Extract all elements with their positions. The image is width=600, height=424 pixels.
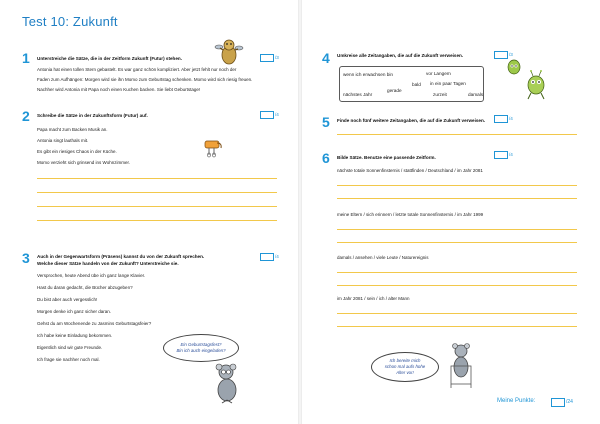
time-phrase[interactable]: vor Langem [426,71,451,76]
exercise-6-instruction: Bilde Sätze. Benutze eine passende Zeitform. [337,155,436,160]
exercise-2-sentence: Antonia singt lauthals mit. [37,138,89,143]
speech-bubble-text: Alter vor! [396,370,414,375]
exercise-2-instruction: Schreibe die Sätze in der Zukunftsform (Futur) auf. [37,113,148,118]
total-points-box[interactable] [551,398,565,407]
answer-line[interactable] [337,272,577,273]
time-phrase[interactable]: bald [412,82,421,87]
score-box[interactable] [494,115,508,123]
speech-bubble-text: Bin ich auch eingeladen? [176,348,226,353]
time-phrase[interactable]: in ein paar Tagen [430,81,466,86]
exercise-3-score [260,252,279,261]
exercise-5-score [494,114,513,123]
exercise-6-number: 6 [322,150,330,166]
answer-line[interactable] [337,198,577,199]
answer-line[interactable] [37,220,277,221]
exercise-1-text-line[interactable]: Faden zum Aufhängen: Morgen wird sie ihn Momo zum Geburtstag schenken. Momo wird sich riesig freuen. [37,77,253,82]
answer-line[interactable] [337,313,577,314]
total-points-max: /24 [566,399,573,405]
monkey-cymbals-illustration [214,36,244,66]
answer-line[interactable] [37,192,277,193]
time-phrase[interactable]: damals [468,92,484,97]
exercise-3-number: 3 [22,250,30,266]
score-max: /4 [275,254,279,259]
exercise-3-instruction: Welche dieser Sätze handeln von der Zukunft? Unterstreiche sie. [37,261,179,266]
answer-line[interactable] [337,326,577,327]
exercise-2-score [260,110,279,119]
answer-line[interactable] [337,285,577,286]
exercise-6-prompt: nächste totale Sonnenfinsternis / stattfinden / Deutschland / im Jahr 2081 [337,168,483,173]
exercise-1-text-line[interactable]: Antonia hat einen tollen Stern gebastelt. Es war ganz schön kompliziert. Aber jetzt fehlt nur noch der [37,67,237,72]
exercise-1-number: 1 [22,50,30,66]
time-phrase[interactable]: zurzeit [433,92,447,97]
exercise-1-text-line[interactable]: Nachher wird Antonia mit Papa noch einen Kuchen backen. Sie liebt Geburtstage! [37,87,201,92]
exercise-2-sentence: Papa macht zum Backen Musik an. [37,127,108,132]
score-box[interactable] [494,151,508,159]
score-max: /4 [509,152,513,157]
speech-bubble [371,352,439,382]
exercise-4-instruction: Umkreise alle Zeitangaben, die auf die Zukunft verweisen. [337,53,464,58]
exercise-6-prompt: meine Eltern / sich erinnern / letzte totale Sonnenfinsternis / im Jahr 1999 [337,212,484,217]
score-max: /3 [275,55,279,60]
speech-bubble-text: schon mal aufs hohe [384,364,426,369]
answer-line[interactable] [337,185,577,186]
time-phrase[interactable]: wenn ich erwachsen bin [343,72,394,77]
exercise-6-prompt: damals / ansehen / viele Leute / Naturereignis [337,255,429,260]
exercise-6-score [494,150,513,159]
exercise-3-sentence[interactable]: Eigentlich sind wir gute Freunde. [37,345,103,350]
exercise-3-sentence[interactable]: Versprochen, heute Abend übe ich ganz lange Klavier. [37,273,146,278]
exercise-1-instruction: Unterstreiche die Sätze, die in der Zeitform Zukunft (Futur) stehen. [37,56,182,61]
total-points-label: Meine Punkte: [497,398,536,404]
score-max: /4 [275,112,279,117]
speech-bubble [163,334,239,362]
exercise-3-sentence[interactable]: Morgen denke ich ganz sicher daran. [37,309,112,314]
page-title: Test 10: Zukunft [22,14,118,29]
score-max: /3 [509,52,513,57]
time-phrase[interactable]: nächstes Jahr [343,92,373,97]
exercise-1-score [260,53,279,62]
answer-line[interactable] [37,206,277,207]
exercise-2-number: 2 [22,108,30,124]
exercise-4-number: 4 [322,50,330,66]
exercise-2-sentence: Momo verzieht sich grinsend ins Wohnzimmer. [37,160,130,165]
exercise-3-sentence[interactable]: Ich frage sie nachher noch mal. [37,357,100,362]
answer-line[interactable] [337,242,577,243]
score-box[interactable] [260,54,274,62]
exercise-5-instruction: Finde noch fünf weitere Zeitangaben, die auf die Zukunft verweisen. [337,118,486,123]
exercise-3-sentence[interactable]: Du bist aber auch vergesslich! [37,297,98,302]
answer-line[interactable] [337,134,577,135]
mouse-character-illustration [210,360,244,404]
hand-mixer-icon [203,138,225,158]
exercise-2-sentence: Es gibt ein riesiges Chaos in der Küche. [37,149,117,154]
score-box[interactable] [260,253,274,261]
answer-line[interactable] [37,178,277,179]
exercise-6-prompt: im Jahr 2081 / sein / ich / alter Mann [337,296,410,301]
time-phrase[interactable]: gerade [387,88,402,93]
exercise-3-sentence[interactable]: Gehst du am Wochenende zu Jasmins Geburtstagsfeier? [37,321,152,326]
mouse-with-walker-illustration [446,342,476,390]
exercise-3-instruction: Auch in der Gegenwartsform (Präsens) kannst du von der Zukunft sprechen. [37,254,205,259]
alien-characters-illustration [503,55,551,103]
speech-bubble-text: Ein Geburtstagsfest? [180,342,222,347]
speech-bubble-text: Ich bereite mich [389,358,421,363]
page-gutter [298,0,302,424]
score-box[interactable] [260,111,274,119]
exercise-3-sentence[interactable]: Hast du daran gedacht, die Bücher abzugeben? [37,285,133,290]
exercise-5-number: 5 [322,114,330,130]
score-max: /4 [509,116,513,121]
exercise-3-sentence[interactable]: Ich habe keine Einladung bekommen. [37,333,113,338]
answer-line[interactable] [337,229,577,230]
